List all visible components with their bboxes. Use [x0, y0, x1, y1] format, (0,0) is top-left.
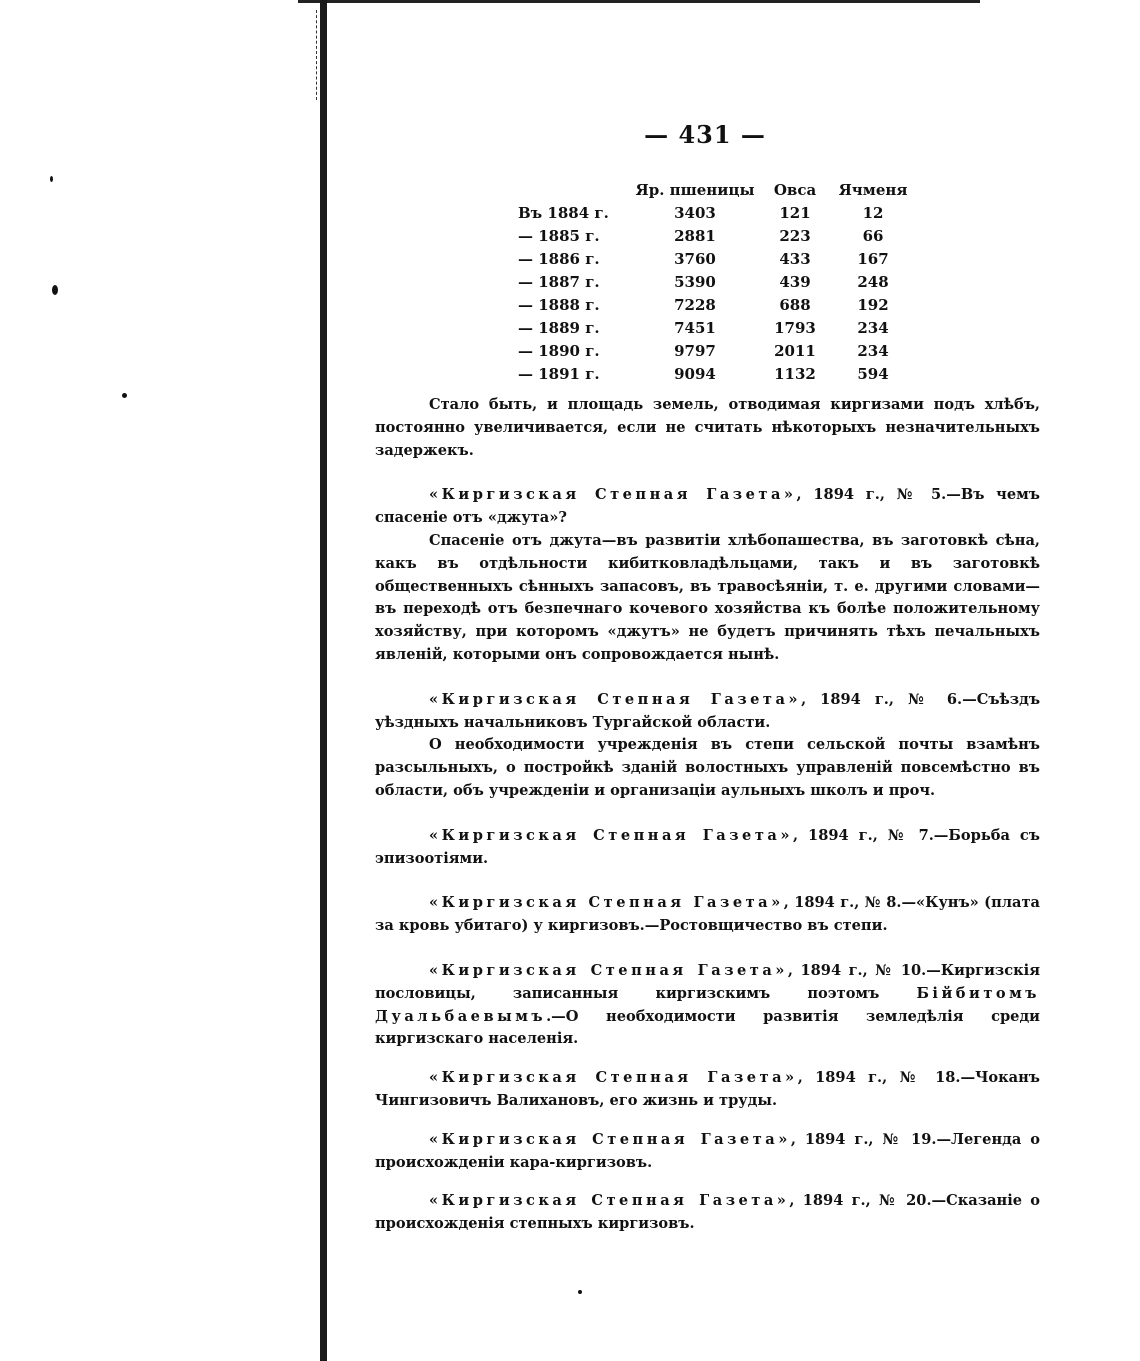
- newspaper-title: «Киргизская Степная Газета»: [429, 1192, 790, 1210]
- row-oats: 2011: [774, 342, 816, 360]
- entry-topic: Съѣздъ уѣздныхъ начальниковъ Тургайской области.: [375, 690, 1041, 731]
- row-wheat: 9094: [674, 365, 716, 383]
- row-barley: 234: [857, 342, 889, 360]
- row-barley: 594: [857, 365, 889, 383]
- row-year: — 1887 г.: [518, 273, 600, 291]
- row-barley: 234: [857, 319, 889, 337]
- top-edge-line: [298, 0, 980, 3]
- newspaper-title: «Киргизская Степная Газета»: [429, 961, 788, 979]
- row-wheat: 3760: [674, 250, 716, 268]
- row-barley: 66: [862, 227, 884, 245]
- body-text: [375, 394, 1040, 1236]
- row-year: — 1886 г.: [518, 250, 600, 268]
- issue-ref: , 1894 г., № 6.—: [801, 690, 977, 708]
- entry-6: [375, 689, 1040, 735]
- row-year: — 1885 г.: [518, 227, 600, 245]
- newspaper-title: «Киргизская Степная Газета»: [429, 894, 784, 912]
- table-row: [370, 365, 1040, 388]
- table-row: [370, 319, 1040, 342]
- entry-20: [375, 1190, 1040, 1236]
- entry-topic: «Кунъ» (плата за кровь убитаго) у киргизовъ.—Ростовщичество въ степи.: [375, 894, 1040, 935]
- newspaper-title: «Киргизская Степная Газета»: [429, 1130, 791, 1148]
- row-year: Въ 1884 г.: [518, 204, 609, 222]
- row-barley: 167: [857, 250, 889, 268]
- entry-topic: Чоканъ Чингизовичъ Валихановъ, его жизнь и труды.: [375, 1069, 1040, 1109]
- row-wheat: 5390: [674, 273, 716, 291]
- newspaper-title: «Киргизская Степная Газета»: [429, 1069, 798, 1087]
- table-header-row: [370, 181, 1040, 204]
- row-oats: 121: [779, 204, 811, 222]
- row-year: — 1889 г.: [518, 319, 600, 337]
- entry-8: [375, 892, 1040, 938]
- row-year: — 1888 г.: [518, 296, 600, 314]
- row-oats: 439: [779, 273, 811, 291]
- row-year: — 1890 г.: [518, 342, 600, 360]
- table-row: [370, 250, 1040, 273]
- entry-topic: Въ чемъ спасеніе отъ «джута»?: [375, 486, 1041, 527]
- issue-ref: , 1894 г., № 18.—: [797, 1069, 976, 1087]
- entry-7: [375, 825, 1040, 871]
- entry-10: [375, 960, 1040, 1051]
- conclusion-paragraph: Стало быть, и площадь земель, отводимая киргизами подъ хлѣбъ, постоянно увеличивается, если не считать нѣкоторыхъ незначительныхъ задержекъ.: [375, 396, 1040, 459]
- entry-topic: Киргизскія пословицы, записанныя киргизскимъ поэтомъ: [375, 961, 1040, 1002]
- row-wheat: 9797: [674, 342, 716, 360]
- harvest-table: [370, 181, 1040, 388]
- issue-ref: , 1894 г., № 20.—: [789, 1192, 947, 1210]
- header-wheat: Яр. пшеницы: [635, 181, 755, 199]
- row-oats: 1132: [774, 365, 816, 383]
- page-number: — 431 —: [644, 120, 766, 149]
- entry-topic: Легенда о происхожденіи кара-киргизовъ.: [375, 1130, 1040, 1171]
- row-barley: 248: [857, 273, 889, 291]
- row-wheat: 7228: [674, 296, 716, 314]
- table-row: [370, 273, 1040, 296]
- row-oats: 1793: [774, 319, 816, 337]
- table-row: [370, 204, 1040, 227]
- table-row: [370, 227, 1040, 250]
- row-barley: 192: [857, 296, 889, 314]
- binding-hairline: [316, 10, 318, 100]
- entry-topic: Сказаніе о происхожденія степныхъ киргизовъ.: [375, 1192, 1040, 1233]
- row-barley: 12: [862, 204, 884, 222]
- poet-name: Бійбитомъ Дуальбаевымъ: [375, 984, 1040, 1025]
- entry-topic: Борьба съ эпизоотіями.: [375, 826, 1040, 867]
- entry-tail: .—О необходимости развитія земледѣлія среди киргизскаго населенія.: [375, 1007, 1040, 1048]
- row-oats: 433: [779, 250, 811, 268]
- row-year: — 1891 г.: [518, 365, 600, 383]
- issue-ref: , 1894 г., № 19.—: [790, 1130, 952, 1148]
- scan-speck: [578, 1290, 582, 1294]
- scan-speck: [52, 285, 58, 295]
- issue-ref: , 1894 г., № 10.—: [787, 961, 941, 979]
- issue-ref: , 1894 г., № 5.—: [796, 486, 961, 504]
- entry-6-detail: О необходимости учрежденія въ степи сельской почты взамѣнъ разсыльныхъ, о постройкѣ зданій волостныхъ управленій повсемѣстно въ области, объ учрежденіи и организаціи аульныхъ школъ и проч.: [375, 736, 1040, 799]
- entry-5-answer: Спасеніе отъ джута—въ развитіи хлѣбопашества, въ заготовкѣ сѣна, какъ въ отдѣльности кибитковладѣльцами, такъ и въ заготовкѣ общественныхъ сѣнныхъ запасовъ, въ травосѣяніи, т. е. другими словами—въ переходѣ отъ безпечнаго кочевого хозяйства къ болѣе положительному хозяйству, при которомъ «джутъ» не будетъ причинять тѣхъ печальныхъ явленій, которыми онъ сопровождается нынѣ.: [375, 531, 1040, 663]
- scan-speck: [50, 176, 53, 182]
- row-oats: 688: [779, 296, 811, 314]
- scan-speck: [122, 393, 127, 398]
- newspaper-title: «Киргизская Степная Газета»: [429, 690, 802, 708]
- issue-ref: , 1894 г., № 7.—: [792, 826, 949, 844]
- entry-5: [375, 484, 1040, 530]
- entry-18: [375, 1067, 1040, 1113]
- header-oats: Овса: [773, 181, 817, 199]
- header-barley: Ячменя: [838, 181, 908, 199]
- row-wheat: 2881: [674, 227, 716, 245]
- table-row: [370, 342, 1040, 365]
- newspaper-title: «Киргизская Степная Газета»: [429, 486, 797, 504]
- row-oats: 223: [779, 227, 811, 245]
- newspaper-title: «Киргизская Степная Газета»: [429, 826, 793, 844]
- table-row: [370, 296, 1040, 319]
- row-wheat: 3403: [674, 204, 716, 222]
- issue-ref: , 1894 г., № 8.—: [783, 894, 917, 912]
- entry-19: [375, 1129, 1040, 1175]
- row-wheat: 7451: [674, 319, 716, 337]
- page-binding-edge: [320, 0, 327, 1361]
